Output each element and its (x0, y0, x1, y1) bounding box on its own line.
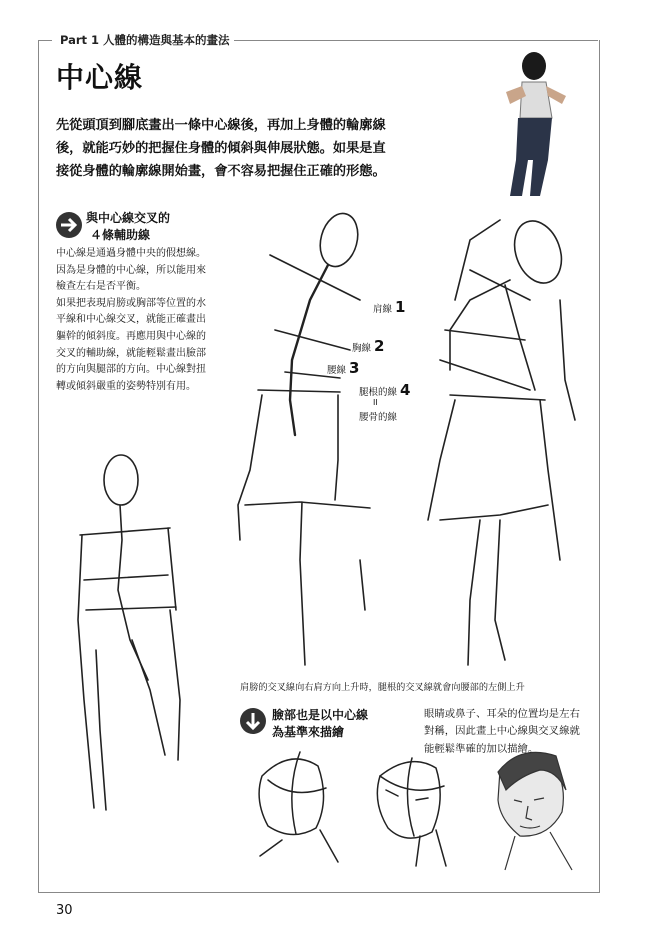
section1-body-line: 轉或傾斜嚴重的姿勢特別有用。 (56, 380, 196, 392)
page-number: 30 (56, 903, 73, 918)
hip-bone-line-label: 腰骨的線 (359, 412, 398, 423)
label-text: 胸線 (352, 343, 372, 354)
page-title: 中心線 (56, 61, 144, 94)
intro-line: 先從頭頂到腳底畫出一條中心線後，再加上身體的輪廓線 (56, 118, 386, 133)
intro-line: 後，就能巧妙的把握住身體的傾斜與伸展狀態。如果是直 (56, 141, 386, 156)
label-number: 4 (400, 381, 411, 399)
section2-title-line1: 臉部也是以中心線 (272, 708, 369, 722)
sketch-face-2 (377, 758, 446, 866)
leg-root-line-label (359, 381, 410, 399)
shoulder-line-label (373, 298, 405, 316)
sketch-face-3 (498, 752, 572, 870)
arrow-right-icon (56, 212, 82, 238)
model-photo (506, 52, 566, 196)
label-number: 2 (374, 337, 385, 355)
intro-line: 接從身體的輪廓線開始畫，會不容易把握住正確的形態。 (56, 164, 386, 179)
sketch-figure-1 (78, 455, 180, 810)
section2-title (272, 707, 368, 741)
figure-caption: 肩膀的交叉線向右肩方向上升時，腿根的交叉線就會向腰部的左側上升 (240, 682, 525, 693)
part-label: Part 1 人體的構造與基本的畫法 (56, 32, 234, 48)
section1-title (86, 210, 170, 244)
section1-body-line: 中心線是通過身體中央的假想線。 (56, 248, 206, 259)
section1-title-line1: 與中心線交叉的 (86, 211, 171, 225)
section1-body (56, 246, 226, 395)
face-note-line: 能輕鬆準確的加以描繪。 (424, 742, 539, 755)
section1-body-line: 因為是身體的中心線，所以能用來 (56, 264, 206, 276)
arrow-down-icon (240, 708, 266, 734)
sketch-figure-2 (238, 209, 370, 665)
sketch-figure-3 (428, 214, 575, 665)
section1-body-line: 的方向與腿部的方向。中心線對扭 (56, 364, 206, 376)
section1-body-line: 如果把表現肩膀或胸部等位置的水 (56, 297, 206, 309)
equals-mark: II (373, 398, 378, 407)
section2-title-line2: 為基準來描繪 (272, 725, 345, 739)
section1-body-line: 檢查左右是否平衡。 (56, 281, 146, 293)
section1-body-line: 軀幹的傾斜度。再應用與中心線的 (56, 330, 206, 342)
face-note-line: 眼睛或鼻子、耳朵的位置均是左右 (424, 708, 580, 720)
section1-title-line2: ４條輔助線 (90, 228, 151, 242)
sketch-face-1 (259, 752, 338, 862)
label-text: 腿根的線 (359, 387, 398, 398)
label-number: 1 (395, 298, 406, 316)
label-number: 3 (349, 359, 360, 377)
waist-line-label (327, 359, 359, 377)
face-note-line: 對稱，因此畫上中心線與交叉線就 (424, 725, 580, 738)
section1-body-line: 平線和中心線交叉，就能正確畫出 (56, 314, 206, 326)
section1-body-line: 交叉的輔助線，就能輕鬆畫出臉部 (56, 347, 206, 359)
face-note (424, 706, 594, 758)
label-text: 肩線 (373, 304, 393, 315)
label-text: 腰線 (327, 365, 347, 376)
chest-line-label (352, 337, 384, 355)
